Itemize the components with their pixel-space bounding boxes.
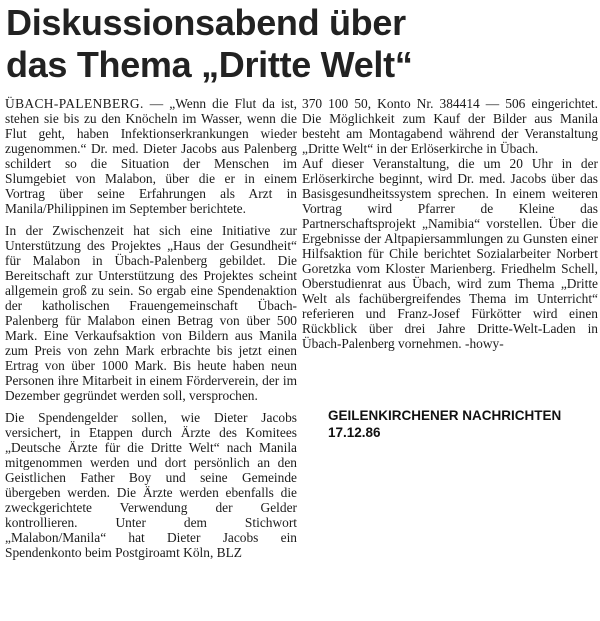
paragraph-initiative: In der Zwischenzeit hat sich eine Initiative zur Unterstützung des Projektes „Haus der Gesundheit“ für Malabon in Übach-Palenberg gebildet. Die Bereitschaft zur Unterstützung des Projektes scheint allgemein groß zu sein. So ergab eine Spendenaktion der katholischen Frauengemeinschaft Übach-Palenberg für Malabon einen Betrag von über 500 Mark. Eine Verkaufsaktion von Bildern aus Manila zum Preis von zehn Mark erbrachte bis jetzt einen Ertrag von über 1000 Mark. Bis heute haben neun Personen ihre Mitarbeit in einem Förderverein, der im Dezember gegründet werden soll, versprochen. [5,223,297,403]
paragraph-intro-text: — „Wenn die Flut da ist, stehen sie bis zu den Knöcheln im Wasser, wenn die Flut geht, haben Infektionserkrankungen wieder zugenommen.“ Dr. med. Dieter Jacobs aus Palenberg schildert so die Situation der Menschen im Slumgebiet von Malabon, über die er in einem Vortrag über seine Erfahrungen als Arzt in Manila/Philippinen im September berichtete. [5,96,297,216]
headline-line-1: Diskussionsabend über [6,2,406,43]
dateline: ÜBACH-PALENBERG. [5,96,144,111]
paragraph-donations-continued: 370 100 50, Konto Nr. 384414 — 506 eingerichtet. Die Möglichkeit zum Kauf der Bilder aus Manila besteht am Montagabend während der Veranstaltung „Dritte Welt“ in der Erlöserkirche in Übach. [302,96,598,156]
source-citation [328,407,561,441]
headline-line-2: das Thema „Dritte Welt“ [6,44,413,85]
paragraph-event: Auf dieser Veranstaltung, die um 20 Uhr in der Erlöserkirche beginnt, wird Dr. med. Jacobs über das Basisgesundheitssystem sprechen. In einem weiteren Vortrag wird Pfarrer de Kleine das Partnerschaftsprojekt „Namibia“ vorstellen. Über die Ergebnisse der Altpapiersammlungen zu Gunsten einer Hilfsaktion für Chile berichtet Sozialarbeiter Norbert Goretzka vom Kloster Marienberg. Friedhelm Schell, Oberstudienrat aus Übach, wird zum Thema „Dritte Welt als fachübergreifendes Thema im Unterricht“ referieren und Franz-Josef Fürkötter wird einen Rückblick über drei Jahre Dritte-Welt-Laden in Übach-Palenberg vornehmen. -howy- [302,156,598,351]
source-newspaper: GEILENKIRCHENER NACHRICHTEN [328,408,562,423]
source-date: 17.12.86 [328,425,381,440]
headline [6,2,596,86]
paragraph-intro [5,96,297,216]
paragraph-donations: Die Spendengelder sollen, wie Dieter Jacobs versichert, in Etappen durch Ärzte des Komitees „Deutsche Ärzte für die Dritte Welt“ nach Manila mitgenommen werden und dort persönlich an den Geistlichen Father Boy und seine Gemeinde übergeben werden. Die Ärzte werden ebenfalls die zweckgerichtete Verwendung der Gelder kontrollieren. Unter dem Stichwort „Malabon/Manila“ hat Dieter Jacobs ein Spendenkonto beim Postgiroamt Köln, BLZ [5,410,297,560]
article-column-left [5,96,297,567]
article-column-right [302,96,598,351]
